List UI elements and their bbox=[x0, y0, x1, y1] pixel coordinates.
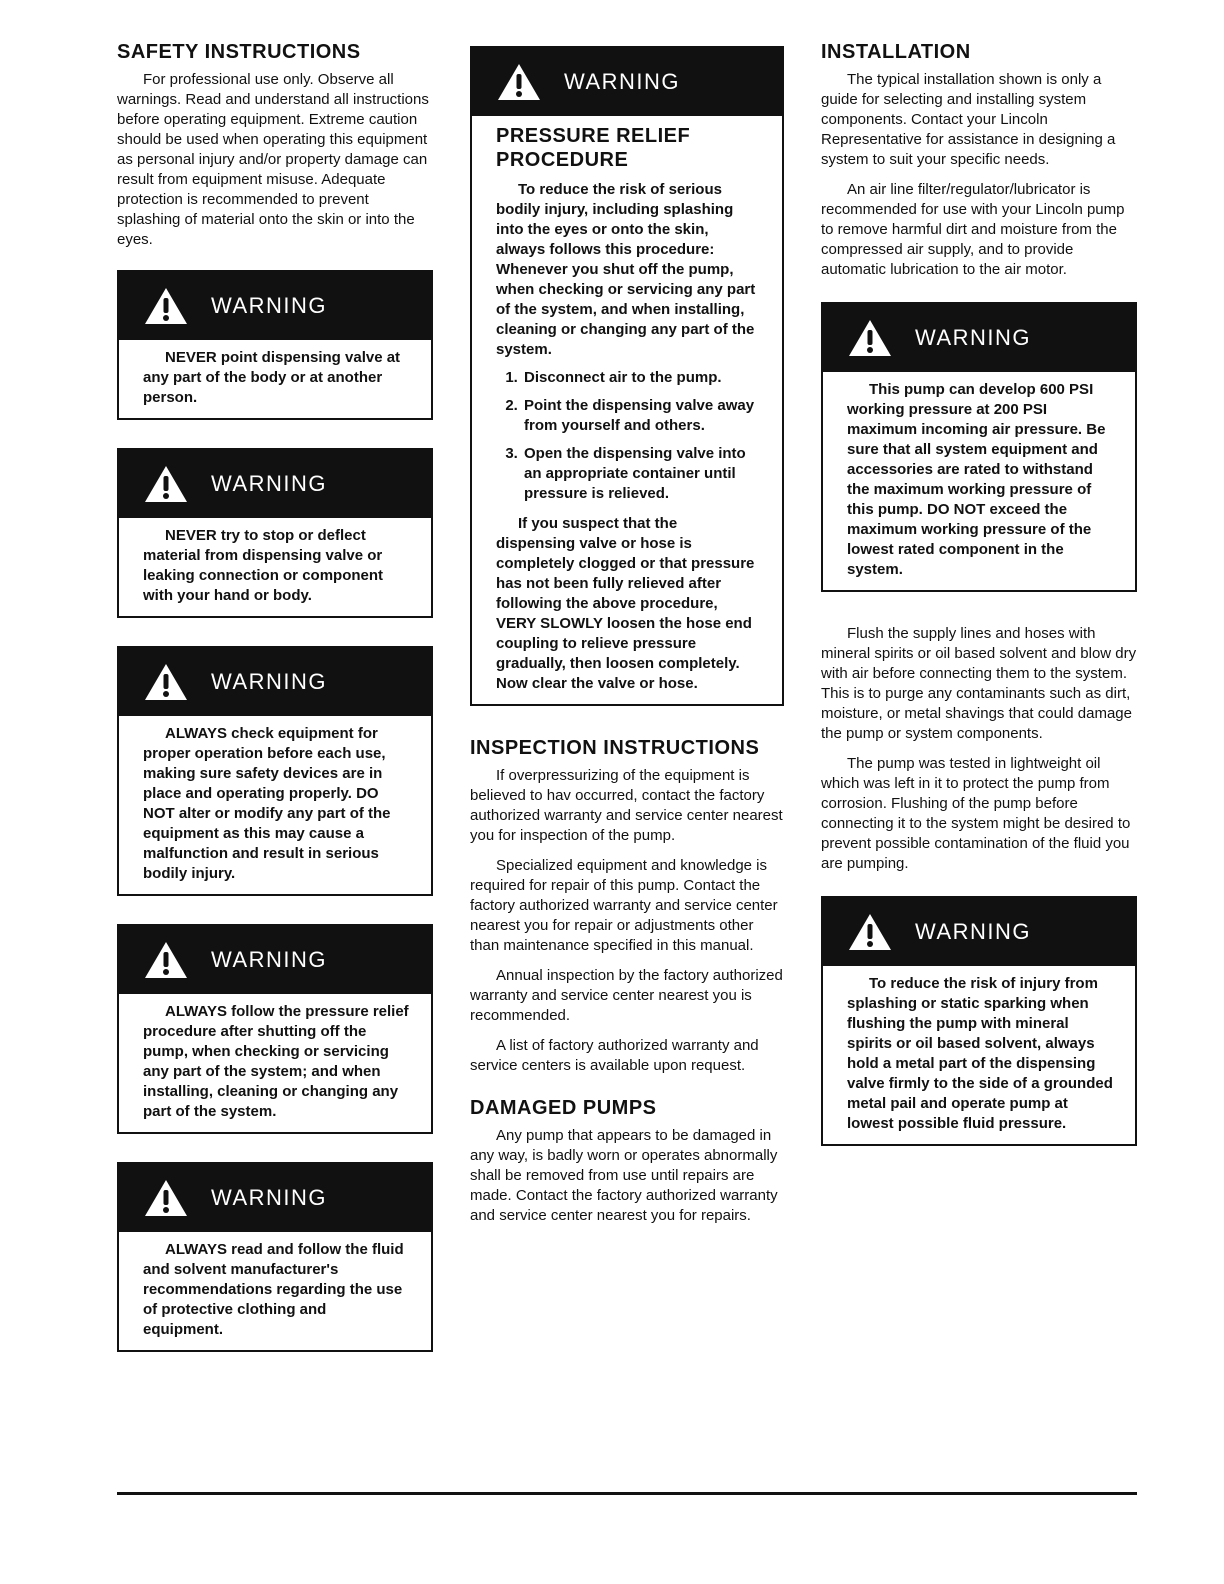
warning-title: WARNING bbox=[211, 1185, 328, 1210]
warning-text: ALWAYS follow the pressure relief procedure after shutting off the pump, when checking or servicing any part of the system; and when installing, cleaning or changing any part of the system. bbox=[143, 1003, 409, 1120]
warning-triangle-icon bbox=[143, 286, 189, 326]
warning-box-2 bbox=[117, 448, 433, 618]
warning-title: WARNING bbox=[915, 919, 1032, 944]
warning-text: NEVER point dispensing valve at any part of the body or at another person. bbox=[143, 349, 401, 406]
step-item: 3. Open the dispensing valve into an appropriate container until pressure is relieved. bbox=[522, 444, 760, 504]
warning-box-3 bbox=[117, 646, 433, 896]
warning-title: WARNING bbox=[211, 471, 328, 496]
warning-header bbox=[119, 450, 431, 518]
warning-header bbox=[119, 648, 431, 716]
inspection-paragraph: If overpressurizing of the equipment is believed to hav occurred, contact the factory authorized warranty and service center nearest you for inspection of the pump. bbox=[470, 767, 783, 844]
warning-header bbox=[119, 1164, 431, 1232]
warning-triangle-icon bbox=[143, 1178, 189, 1218]
inspection-paragraph: A list of factory authorized warranty and service centers is available upon request. bbox=[470, 1037, 759, 1074]
warning-header bbox=[119, 272, 431, 340]
installation-paragraph: The typical installation shown is only a guide for selecting and installing system components. Contact your Lincoln Representative for assistance in designing a system to suit your specific needs. bbox=[821, 71, 1116, 168]
warning-triangle-icon bbox=[847, 912, 893, 952]
warning-box-1 bbox=[117, 270, 433, 420]
step-item: 2. Point the dispensing valve away from yourself and others. bbox=[522, 396, 760, 436]
flushing-warning-box bbox=[821, 896, 1137, 1146]
warning-title: WARNING bbox=[211, 947, 328, 972]
inspection-heading: INSPECTION INSTRUCTIONS bbox=[470, 737, 760, 759]
flush-paragraph: Flush the supply lines and hoses with mineral spirits or oil based solvent and blow dry with air before connecting them to the system. This is to purge any contaminants such as dirt, moisture, or metal shavings that could damage the pump or system components. bbox=[821, 625, 1137, 742]
pressure-relief-title: PRESSURE RELIEF PROCEDURE bbox=[496, 125, 691, 171]
flush-paragraph: The pump was tested in lightweight oil which was left in it to protect the pump from corrosion. Flushing of the pump before connecting it to the system might be desired to prevent possible contamination of the fluid you are pumping. bbox=[821, 755, 1131, 872]
pressure-relief-intro: To reduce the risk of serious bodily injury, including splashing into the eyes or onto the skin, always follows this procedure: Whenever you shut off the pump, when checking or servicing any part of the system, and when installing, cleaning or changing any part of the system. bbox=[496, 181, 756, 358]
safety-text: For professional use only. Observe all warnings. Read and understand all instructions before operating equipment. Extreme caution should be used when operating this equipment as personal injury and/or property damage can result from equipment misuse. Adequate protection is recommended to prevent splashing of material onto the skin or into the eyes. bbox=[117, 71, 429, 248]
installation-paragraph: An air line filter/regulator/lubricator is recommended for use with your Lincoln pump to remove harmful dirt and moisture from the compressed air supply, and to provide automatic lubrication to the air motor. bbox=[821, 181, 1125, 278]
pressure-warning-box bbox=[821, 302, 1137, 592]
warning-title: WARNING bbox=[211, 669, 328, 694]
safety-heading: SAFETY INSTRUCTIONS bbox=[117, 41, 361, 63]
warning-header bbox=[823, 898, 1135, 966]
warning-header bbox=[823, 304, 1135, 372]
middle-column bbox=[470, 46, 784, 1236]
warning-box-4 bbox=[117, 924, 433, 1134]
warning-triangle-icon bbox=[496, 62, 542, 102]
right-column bbox=[821, 40, 1137, 1146]
warning-triangle-icon bbox=[143, 940, 189, 980]
damaged-heading: DAMAGED PUMPS bbox=[470, 1097, 657, 1119]
warning-header bbox=[472, 48, 782, 116]
warning-box-5 bbox=[117, 1162, 433, 1352]
warning-text: ALWAYS check equipment for proper operation before each use, making sure safety devices are in place and operating properly. DO NOT alter or modify any part of the equipment as this may cause a malfunction and result in serious bodily injury. bbox=[143, 725, 391, 882]
warning-triangle-icon bbox=[847, 318, 893, 358]
pressure-relief-outro: If you suspect that the dispensing valve or hose is completely clogged or that pressure has not been fully relieved after following the above procedure, VERY SLOWLY loosen the hose end coupling to relieve pressure gradually, then loosen completely. Now clear the valve or hose. bbox=[496, 515, 755, 692]
warning-text: This pump can develop 600 PSI working pressure at 200 PSI maximum incoming air pressure. Be sure that all system equipment and accessories are rated to withstand the maximum working pressure of this pump. DO NOT exceed the maximum working pressure of the lowest rated component in the system. bbox=[847, 381, 1106, 578]
warning-triangle-icon bbox=[143, 464, 189, 504]
inspection-paragraph: Annual inspection by the factory authorized warranty and service center nearest you is recommended. bbox=[470, 967, 783, 1024]
pressure-relief-box bbox=[470, 46, 784, 706]
warning-text: ALWAYS read and follow the fluid and solvent manufacturer's recommendations regarding the use of protective clothing and equipment. bbox=[143, 1241, 404, 1338]
warning-triangle-icon bbox=[143, 662, 189, 702]
bottom-rule bbox=[117, 1492, 1137, 1495]
installation-heading: INSTALLATION bbox=[821, 41, 971, 63]
damaged-text: Any pump that appears to be damaged in any way, is badly worn or operates abnormally shall be removed from use until repairs are made. Contact the factory authorized warranty and service center nearest you for repairs. bbox=[470, 1127, 778, 1224]
left-column bbox=[117, 40, 433, 1352]
warning-text: To reduce the risk of injury from splashing or static sparking when flushing the pump with mineral spirits or oil based solvent, always hold a metal part of the dispensing valve firmly to the side of a grounded metal pail and operate pump at lowest possible fluid pressure. bbox=[847, 975, 1113, 1132]
warning-title: WARNING bbox=[564, 69, 681, 94]
warning-title: WARNING bbox=[915, 325, 1032, 350]
inspection-paragraph: Specialized equipment and knowledge is required for repair of this pump. Contact the factory authorized warranty and service center nearest you for repair or adjustments other than maintenance specified in this manual. bbox=[470, 857, 778, 954]
warning-text: NEVER try to stop or deflect material from dispensing valve or leaking connection or component with your hand or body. bbox=[143, 527, 384, 604]
pressure-relief-steps bbox=[496, 368, 760, 504]
warning-title: WARNING bbox=[211, 293, 328, 318]
warning-header bbox=[119, 926, 431, 994]
step-item: 1. Disconnect air to the pump. bbox=[522, 368, 760, 388]
